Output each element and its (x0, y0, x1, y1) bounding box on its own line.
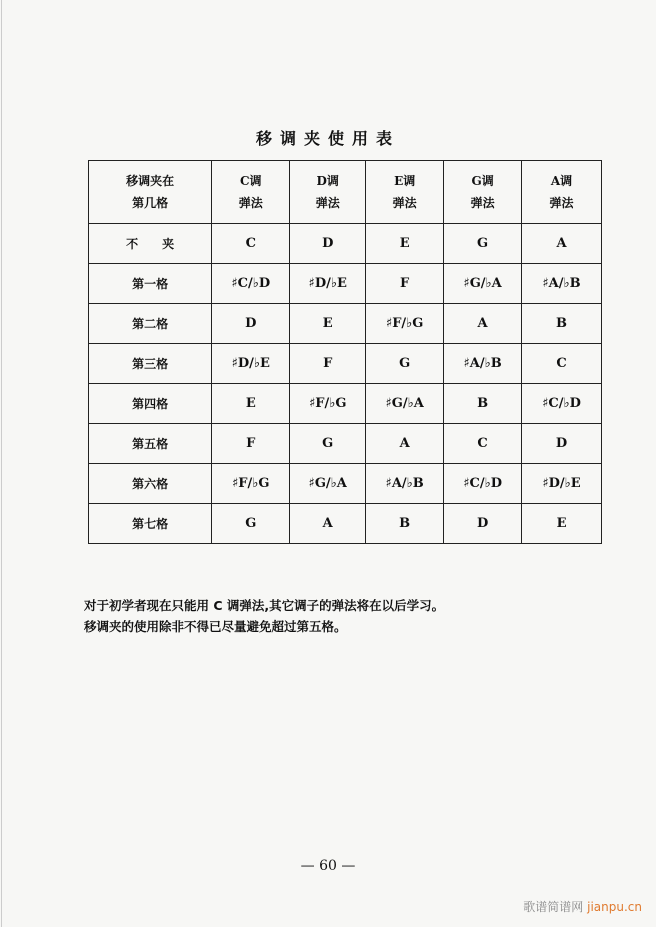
chord-cell: A (290, 504, 366, 544)
table-row (89, 464, 602, 504)
header-cell: A调 弹法 (522, 161, 602, 224)
chord-cell: ♯C/♭D (522, 384, 602, 424)
chord-cell: E (290, 304, 366, 344)
chord-cell: E (366, 224, 444, 264)
header-cell: 移调夹在 第几格 (89, 161, 212, 224)
chord-cell: ♯F/♭G (290, 384, 366, 424)
fret-label-cell: 第七格 (89, 504, 212, 544)
fret-label-cell: 第六格 (89, 464, 212, 504)
fret-label-cell: 第三格 (89, 344, 212, 384)
chord-cell: A (522, 224, 602, 264)
table-row (89, 384, 602, 424)
watermark (523, 898, 642, 915)
fret-label-cell: 第五格 (89, 424, 212, 464)
chord-cell: G (290, 424, 366, 464)
page-title: 移调夹使用表 (255, 129, 400, 148)
chord-cell: G (212, 504, 290, 544)
chord-cell: ♯A/♭B (444, 344, 522, 384)
chord-cell: B (522, 304, 602, 344)
header-cell: D调 弹法 (290, 161, 366, 224)
note-line-2: 移调夹的使用除非不得已尽量避免超过第五格。 (84, 619, 347, 634)
table-header-row (89, 161, 602, 224)
chord-cell: F (290, 344, 366, 384)
table-row (89, 264, 602, 304)
fret-label-cell: 不 夹 (89, 224, 212, 264)
chord-cell: ♯G/♭A (444, 264, 522, 304)
capo-table (88, 160, 602, 544)
chord-cell: ♯F/♭G (366, 304, 444, 344)
chord-cell: ♯A/♭B (366, 464, 444, 504)
table-row (89, 224, 602, 264)
chord-cell: A (444, 304, 522, 344)
header-cell: E调 弹法 (366, 161, 444, 224)
watermark-url: jianpu.cn (587, 900, 642, 914)
chord-cell: C (522, 344, 602, 384)
note-line-1: 对于初学者现在只能用 C 调弹法,其它调子的弹法将在以后学习。 (84, 598, 445, 613)
chord-cell: ♯D/♭E (290, 264, 366, 304)
chord-cell: E (522, 504, 602, 544)
chord-cell: ♯A/♭B (522, 264, 602, 304)
chord-cell: G (444, 224, 522, 264)
chord-cell: ♯G/♭A (366, 384, 444, 424)
chord-cell: ♯F/♭G (212, 464, 290, 504)
chord-cell: B (444, 384, 522, 424)
chord-cell: ♯G/♭A (290, 464, 366, 504)
chord-cell: D (522, 424, 602, 464)
fret-label-cell: 第二格 (89, 304, 212, 344)
chord-cell: C (444, 424, 522, 464)
chord-cell: ♯C/♭D (212, 264, 290, 304)
table-row (89, 504, 602, 544)
chord-cell: E (212, 384, 290, 424)
fret-label-cell: 第四格 (89, 384, 212, 424)
chord-cell: D (212, 304, 290, 344)
header-cell: C调 弹法 (212, 161, 290, 224)
table-row (89, 424, 602, 464)
chord-cell: A (366, 424, 444, 464)
chord-cell: ♯D/♭E (212, 344, 290, 384)
fret-label-cell: 第一格 (89, 264, 212, 304)
chord-cell: F (366, 264, 444, 304)
chord-cell: D (444, 504, 522, 544)
chord-cell: ♯D/♭E (522, 464, 602, 504)
watermark-text: 歌谱简谱网 (523, 900, 584, 914)
header-cell: G调 弹法 (444, 161, 522, 224)
table-row (89, 344, 602, 384)
chord-cell: C (212, 224, 290, 264)
chord-cell: ♯C/♭D (444, 464, 522, 504)
table-row (89, 304, 602, 344)
chord-cell: D (290, 224, 366, 264)
chord-cell: B (366, 504, 444, 544)
page-number: — 60 — (300, 858, 356, 874)
chord-cell: G (366, 344, 444, 384)
chord-cell: F (212, 424, 290, 464)
